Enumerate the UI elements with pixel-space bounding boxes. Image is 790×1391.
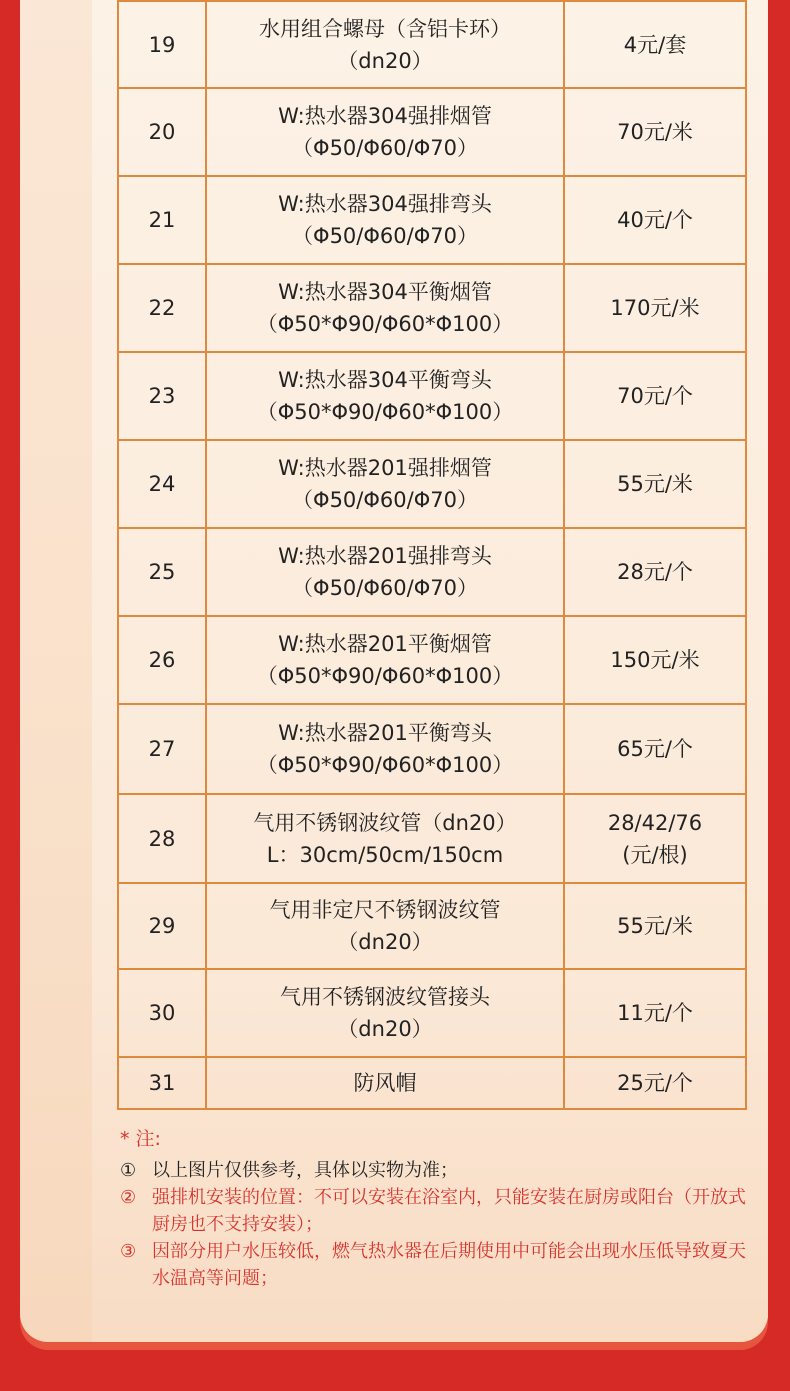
price-cell (564, 883, 746, 969)
row-number: 24 (118, 440, 206, 528)
note-mark: ① (120, 1160, 137, 1181)
item-name-line2: （Φ50/Φ60/Φ70） (292, 576, 478, 600)
item-name-line2: （Φ50/Φ60/Φ70） (292, 136, 478, 160)
price-cell (564, 704, 746, 794)
table-row (118, 883, 746, 969)
item-name-cell (206, 176, 564, 264)
table-row (118, 440, 746, 528)
item-name-cell (206, 352, 564, 440)
table-row (118, 88, 746, 176)
price-cell (564, 528, 746, 616)
note-text: 强排机安装的位置：不可以安装在浴室内，只能安装在厨房或阳台（开放式厨房也不支持安装）； (152, 1187, 746, 1235)
table-row (118, 794, 746, 883)
price-cell (564, 1, 746, 88)
row-number: 20 (118, 88, 206, 176)
price-cell (564, 1057, 746, 1109)
note-item-3 (120, 1238, 760, 1292)
row-number: 31 (118, 1057, 206, 1109)
price-cell (564, 176, 746, 264)
price-line2: (元/根) (622, 842, 688, 867)
row-number: 23 (118, 352, 206, 440)
item-name-line1: 气用不锈钢波纹管（dn20） (253, 810, 517, 835)
table-row (118, 969, 746, 1057)
price-cell (564, 616, 746, 704)
price-cell (564, 264, 746, 352)
item-name-cell (206, 883, 564, 969)
item-name-line1: W:热水器201强排弯头 (278, 544, 492, 568)
row-number: 19 (118, 1, 206, 88)
price-line1: 170元/米 (610, 296, 700, 320)
price-line1: 55元/米 (617, 914, 693, 938)
item-name-cell (206, 704, 564, 794)
price-line1: 65元/个 (617, 737, 693, 761)
price-table (117, 0, 747, 1110)
row-number: 22 (118, 264, 206, 352)
price-line1: 70元/米 (617, 120, 693, 144)
table-row (118, 352, 746, 440)
item-name-cell (206, 1057, 564, 1109)
price-line1: 4元/套 (623, 32, 687, 57)
item-name-line1: W:热水器304强排弯头 (278, 192, 492, 216)
price-line1: 55元/米 (617, 472, 693, 496)
item-name-line2: （Φ50/Φ60/Φ70） (292, 224, 478, 248)
item-name-line2: （dn20） (337, 48, 433, 73)
price-line1: 28/42/76 (607, 810, 703, 835)
item-name-line2: （Φ50*Φ90/Φ60*Φ100） (256, 664, 514, 688)
row-number: 26 (118, 616, 206, 704)
note-mark: ③ (120, 1241, 137, 1262)
note-item-1 (120, 1157, 760, 1184)
item-name-cell (206, 969, 564, 1057)
price-cell (564, 440, 746, 528)
table-row (118, 616, 746, 704)
item-name-line1: W:热水器304平衡弯头 (278, 368, 492, 392)
item-name-line2: L：30cm/50cm/150cm (266, 842, 504, 867)
price-line1: 150元/米 (610, 648, 700, 672)
row-number: 29 (118, 883, 206, 969)
item-name-line1: 气用非定尺不锈钢波纹管 (269, 898, 501, 922)
item-name-line1: 水用组合螺母（含铝卡环） (259, 16, 511, 41)
item-name-cell (206, 1, 564, 88)
item-name-line1: W:热水器201强排烟管 (278, 456, 492, 480)
price-cell (564, 352, 746, 440)
row-number: 28 (118, 794, 206, 883)
price-cell (564, 88, 746, 176)
note-item-2 (120, 1184, 760, 1238)
item-name-cell (206, 88, 564, 176)
table-row (118, 264, 746, 352)
item-name-cell (206, 440, 564, 528)
item-name-line2: （dn20） (337, 1017, 433, 1041)
price-line1: 25元/个 (617, 1071, 693, 1095)
table-row (118, 1057, 746, 1109)
item-name-line1: 防风帽 (353, 1071, 417, 1095)
price-line1: 70元/个 (617, 384, 693, 408)
item-name-line2: （Φ50*Φ90/Φ60*Φ100） (256, 400, 514, 424)
item-name-line1: W:热水器201平衡弯头 (278, 721, 492, 745)
row-number: 21 (118, 176, 206, 264)
item-name-line2: （Φ50/Φ60/Φ70） (292, 488, 478, 512)
notes-section (120, 1126, 760, 1292)
price-cell (564, 794, 746, 883)
price-line1: 11元/个 (617, 1001, 693, 1025)
item-name-line2: （Φ50*Φ90/Φ60*Φ100） (256, 312, 514, 336)
table-row (118, 704, 746, 794)
item-name-cell (206, 794, 564, 883)
item-name-line1: W:热水器304平衡烟管 (278, 280, 492, 304)
item-name-cell (206, 528, 564, 616)
item-name-cell (206, 264, 564, 352)
table-row (118, 528, 746, 616)
row-number: 27 (118, 704, 206, 794)
table-row (118, 176, 746, 264)
row-number: 25 (118, 528, 206, 616)
item-name-line2: （Φ50*Φ90/Φ60*Φ100） (256, 753, 514, 777)
item-name-line1: 气用不锈钢波纹管接头 (280, 985, 490, 1009)
notes-title: * 注: (120, 1128, 161, 1150)
note-text: 因部分用户水压较低，燃气热水器在后期使用中可能会出现水压低导致夏天水温高等问题； (152, 1241, 746, 1289)
item-name-line1: W:热水器201平衡烟管 (278, 632, 492, 656)
row-number: 30 (118, 969, 206, 1057)
price-line1: 28元/个 (617, 560, 693, 584)
item-name-cell (206, 616, 564, 704)
price-cell (564, 969, 746, 1057)
note-text: 以上图片仅供参考，具体以实物为准； (152, 1160, 458, 1181)
note-mark: ② (120, 1187, 137, 1208)
table-row (118, 1, 746, 88)
price-line1: 40元/个 (617, 208, 693, 232)
item-name-line2: （dn20） (337, 930, 433, 954)
item-name-line1: W:热水器304强排烟管 (278, 104, 492, 128)
